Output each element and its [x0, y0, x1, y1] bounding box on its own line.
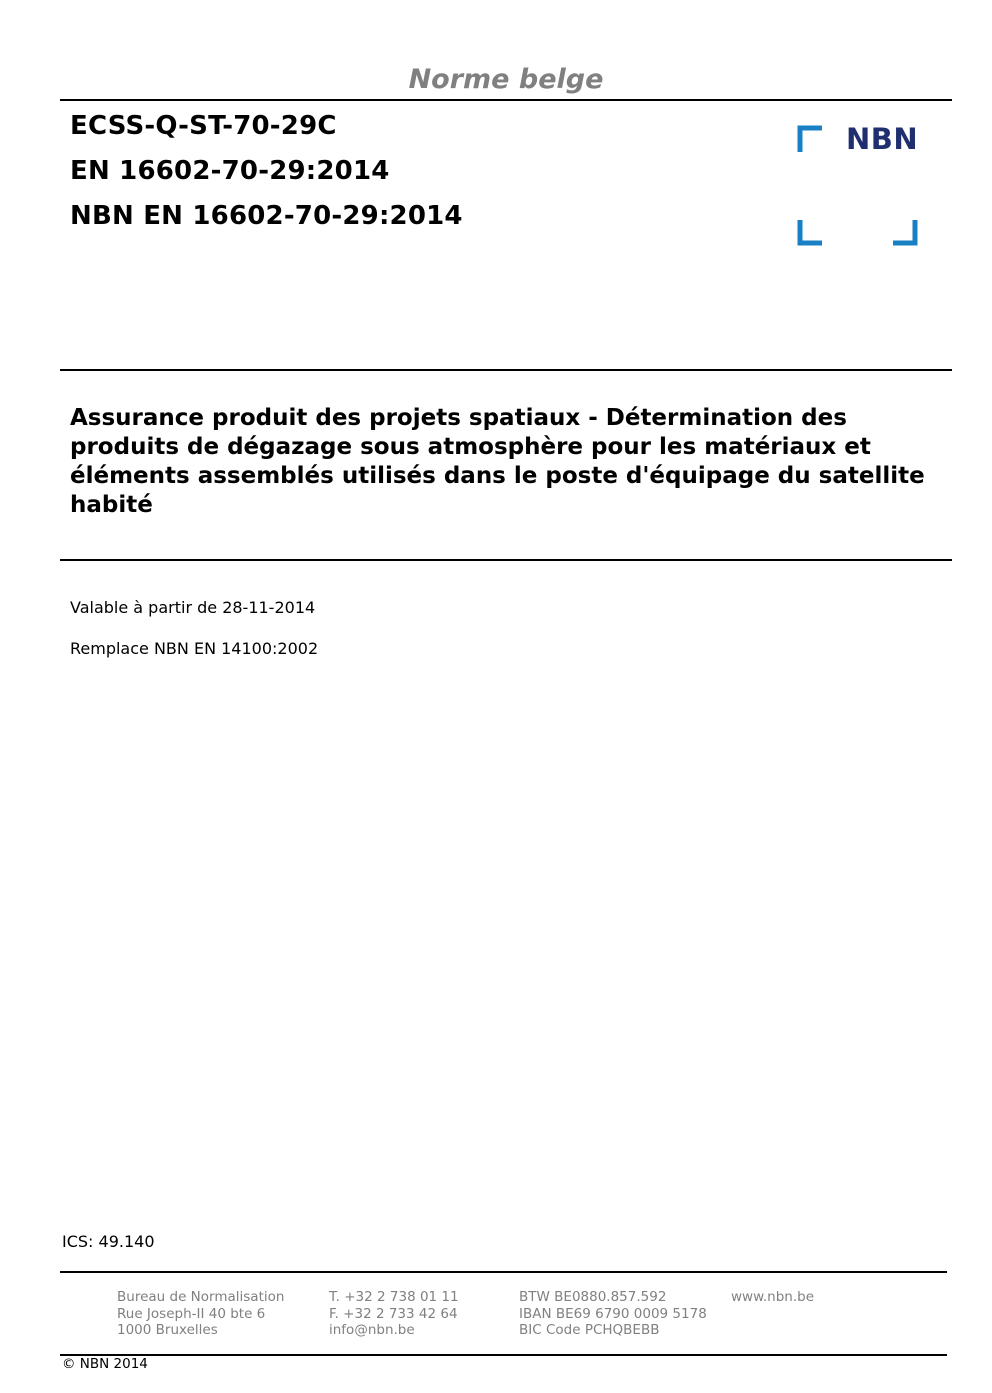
standard-code-ecss: ECSS-Q-ST-70-29C [70, 111, 337, 141]
footer-address-line: Rue Joseph-II 40 bte 6 [117, 1305, 266, 1322]
header-divider [60, 99, 952, 101]
standard-code-en: EN 16602-70-29:2014 [70, 156, 390, 186]
nbn-logo [796, 124, 922, 248]
copyright-divider [60, 1354, 947, 1356]
footer-address [117, 1289, 284, 1339]
title-top-divider [60, 369, 952, 371]
footer-website [731, 1289, 814, 1306]
ics-code: ICS: 49.140 [62, 1232, 155, 1251]
footer-address-line: Bureau de Normalisation [117, 1289, 285, 1305]
footer-vat: BTW BE0880.857.592 [519, 1289, 667, 1305]
title-bottom-divider [60, 559, 952, 561]
footer-fax: F. +32 2 733 42 64 [329, 1305, 458, 1322]
document-type-label: Norme belge [408, 64, 604, 95]
validity-date: Valable à partir de 28-11-2014 [70, 598, 316, 617]
copyright: © NBN 2014 [62, 1356, 148, 1372]
footer-email: info@nbn.be [329, 1322, 415, 1338]
document-title: Assurance produit des projets spatiaux - Détermination des produits de dégazage sous atmosphère pour les matériaux et éléments assemblés utilisés dans le poste d'équipage du satellite habité [70, 405, 925, 518]
footer-phone: T. +32 2 738 01 11 [329, 1289, 459, 1305]
nbn-logo-text: NBN [846, 122, 919, 156]
footer-website-link: www.nbn.be [731, 1289, 815, 1305]
replaces-standard: Remplace NBN EN 14100:2002 [70, 639, 319, 658]
standard-code-nbn: NBN EN 16602-70-29:2014 [70, 201, 463, 231]
footer-iban: IBAN BE69 6790 0009 5178 [519, 1305, 707, 1322]
footer-bank [519, 1289, 707, 1339]
footer-contact [329, 1289, 459, 1339]
footer-address-line: 1000 Bruxelles [117, 1322, 218, 1338]
footer-bic: BIC Code PCHQBEBB [519, 1322, 660, 1338]
footer-divider [60, 1271, 947, 1273]
